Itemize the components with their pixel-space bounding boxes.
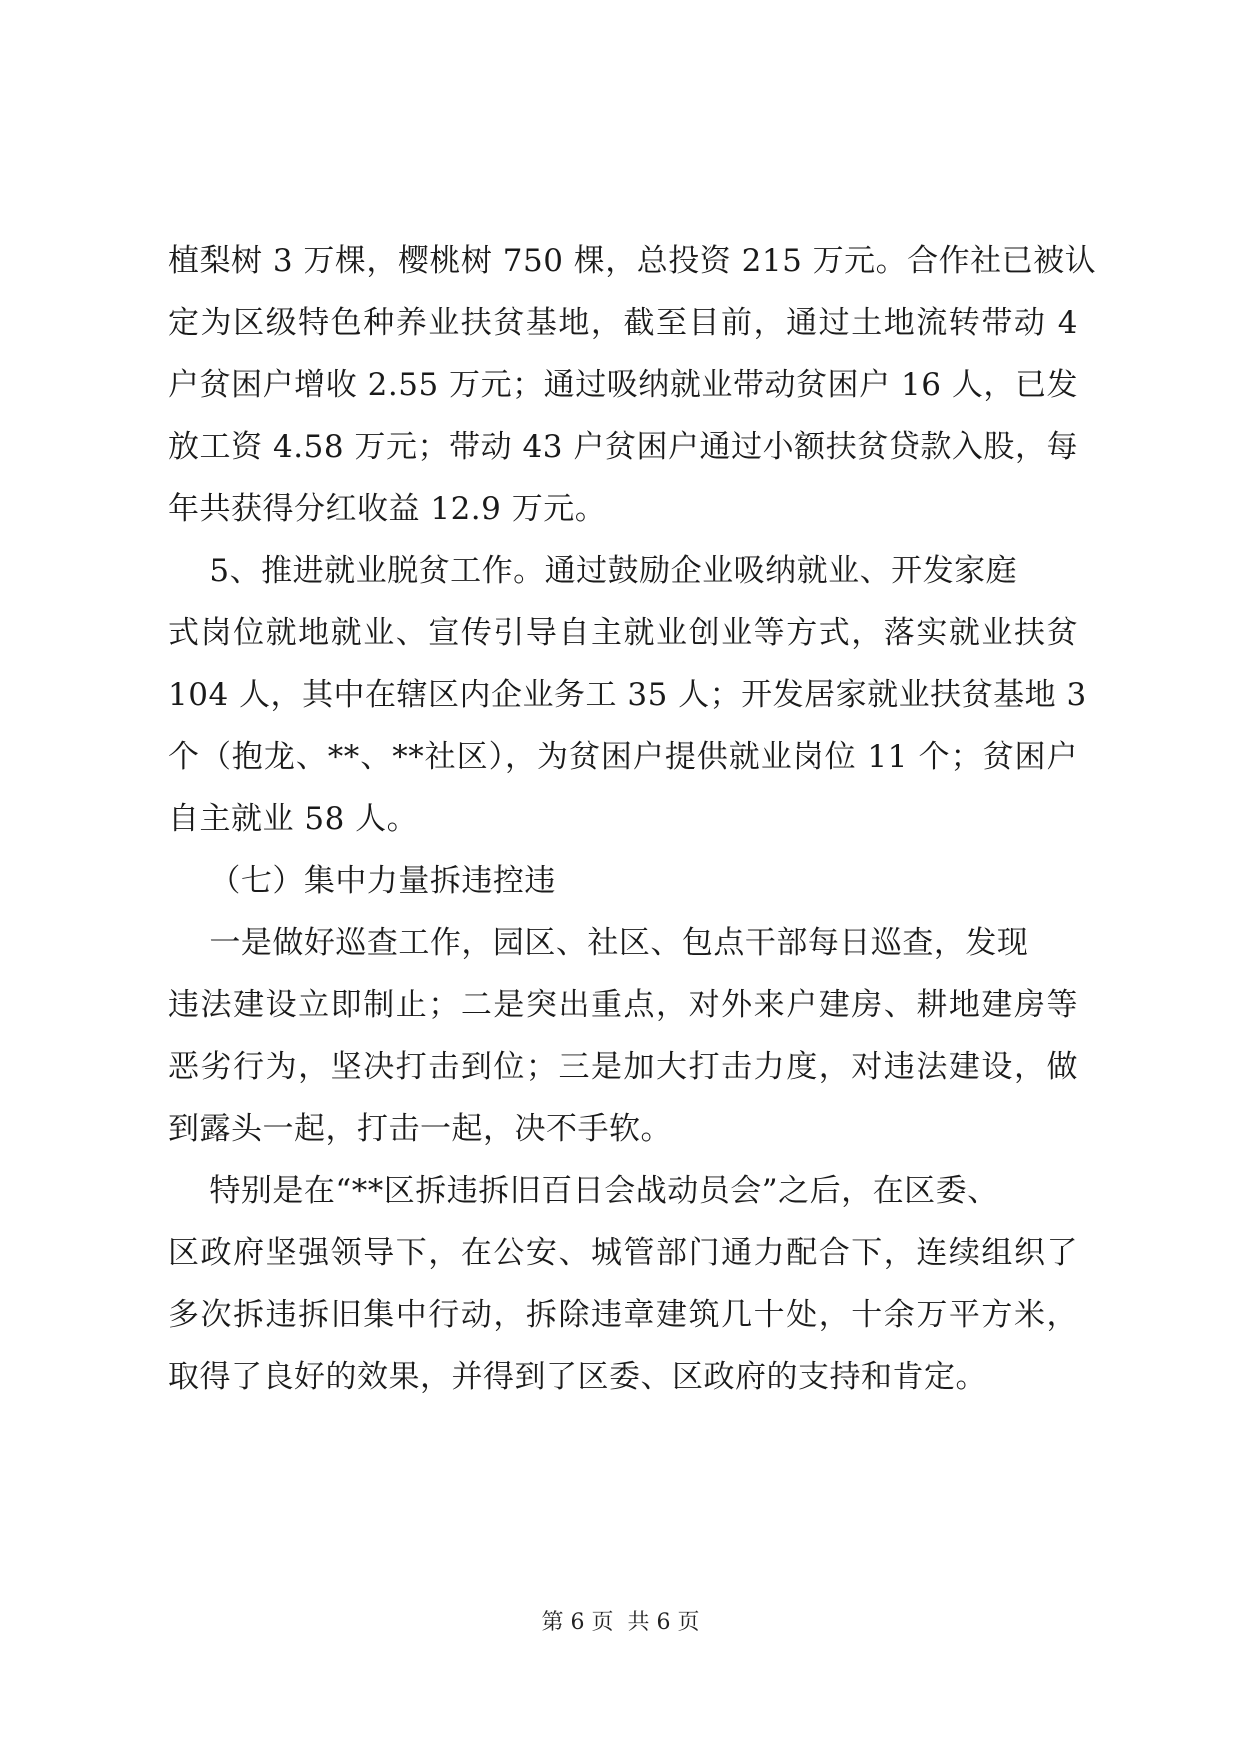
- text-line: 式岗位就地就业、宣传引导自主就业创业等方式，落实就业扶贫: [168, 615, 1078, 651]
- text-line: 违法建设立即制止；二是突出重点，对外来户建房、耕地建房等: [168, 987, 1078, 1023]
- text-line: 定为区级特色种养业扶贫基地，截至目前，通过土地流转带动 4: [168, 305, 1078, 341]
- text-line: 户贫困户增收 2.55 万元；通过吸纳就业带动贫困户 16 人，已发: [168, 367, 1078, 403]
- text-line: 个（抱龙、**、**社区），为贫困户提供就业岗位 11 个；贫困户: [168, 739, 1078, 775]
- text-line: 5、推进就业脱贫工作。通过鼓励企业吸纳就业、开发家庭: [168, 553, 1018, 589]
- text-line: 区政府坚强领导下，在公安、城管部门通力配合下，连续组织了: [168, 1235, 1078, 1271]
- text-line: 多次拆违拆旧集中行动，拆除违章建筑几十处，十余万平方米，: [168, 1297, 1078, 1333]
- page-footer: [0, 1608, 1241, 1638]
- text-line: 一是做好巡查工作，园区、社区、包点干部每日巡查，发现: [168, 925, 1029, 961]
- text-line: 到露头一起，打击一起，决不手软。: [168, 1111, 672, 1147]
- text-line: 植梨树 3 万棵，樱桃树 750 棵，总投资 215 万元。合作社已被认: [168, 243, 1097, 279]
- text-line: 特别是在“**区拆违拆旧百日会战动员会”之后，在区委、: [168, 1173, 999, 1209]
- text-line: 取得了良好的效果，并得到了区委、区政府的支持和肯定。: [168, 1359, 987, 1395]
- text-line: 放工资 4.58 万元；带动 43 户贫困户通过小额扶贫贷款入股，每: [168, 429, 1078, 465]
- text-line: 年共获得分红收益 12.9 万元。: [168, 491, 607, 527]
- text-line: 恶劣行为，坚决打击到位；三是加大打击力度，对违法建设，做: [168, 1049, 1078, 1085]
- text-line: 自主就业 58 人。: [168, 801, 419, 837]
- document-body: [168, 230, 1097, 1408]
- page-number-label: 第 6 页 共 6 页: [541, 1610, 700, 1635]
- section-heading: （七）集中力量拆违控违: [168, 863, 556, 899]
- text-line: 104 人，其中在辖区内企业务工 35 人；开发居家就业扶贫基地 3: [168, 677, 1087, 713]
